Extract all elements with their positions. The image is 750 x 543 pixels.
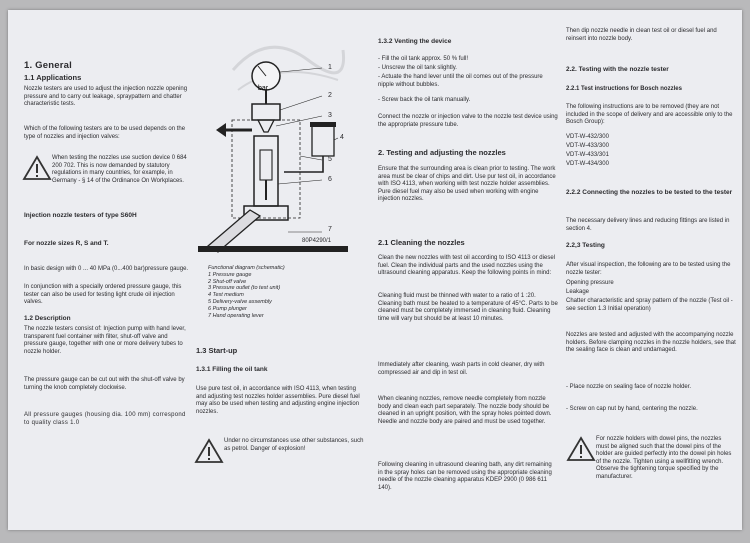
venting-step: - Unscrew the oil tank slightly. — [378, 65, 457, 71]
connect-text: Connect the nozzle or injection valve to the nozzle test device using the appropriate pressure tube. — [378, 114, 558, 128]
caption-item: 5 Delivery-valve assembly — [208, 298, 272, 305]
vdt-item: VDT-W-433/301 — [566, 152, 609, 158]
cleaning-heading: 2.1 Cleaning the nozzles — [378, 238, 465, 247]
vdt-item: VDT-W-434/300 — [566, 161, 609, 167]
dowel-warning — [566, 436, 740, 481]
filling-heading: 1.3.1 Filling the oil tank — [196, 366, 268, 373]
remove-needle-text: When cleaning nozzles, remove needle completely from nozzle body and clean each part separately. The nozzle body should be cleaned in an upright position, with the spray holes pointed down. Needle and nozzle body are paired and must be used together. — [378, 396, 552, 425]
startup-heading: 1.3 Start-up — [196, 346, 238, 355]
caption-item: 3 Pressure outlet (to test unit) — [208, 285, 281, 292]
dip-text: Then dip nozzle needle in clean test oil or diesel fuel and reinsert into nozzle body. — [566, 28, 717, 42]
caption-item: 1 Pressure gauge — [208, 271, 252, 278]
vdt-item: VDT-W-433/300 — [566, 143, 609, 149]
suction-warning — [22, 155, 194, 185]
part-number: 80P4290/1 — [302, 238, 332, 244]
vdt-item: VDT-W-432/300 — [566, 134, 609, 140]
housing-text: All pressure gauges (housing dia. 100 mm) correspond to quality class 1.0 — [24, 412, 186, 426]
column-nozzle-tester — [566, 10, 742, 530]
petrol-warning-text: Under no circumstances use other substances, such as petrol. Danger of explosion! — [224, 438, 364, 452]
screw-cap-text: - Screw on cap nut by hand, centering the nozzle. — [566, 406, 698, 412]
bosch-heading: 2.2.1 Test instructions for Bosch nozzles — [566, 86, 682, 92]
gauge-cutout-text: The pressure gauge can be cut out with the shut-off valve by turning the knob completely clockwise. — [24, 377, 185, 391]
warning-triangle-icon — [194, 438, 224, 464]
test-item: Chatter characteristic and spray pattern of the nozzle (Test oil - see section 1.3 Initial operation) — [566, 298, 733, 312]
filling-text: Use pure test oil, in accordance with ISO 4113, when testing and adjusting test nozzles holder assemblies. Pure diesel fuel may also be used when testing and adjusting engine injection nozzles. — [196, 386, 360, 415]
caption-title: Functional diagram (schematic) — [208, 265, 285, 271]
caption-item: 4 Test medium — [208, 292, 244, 299]
removed-text: The following instructions are to be removed (they are not included in the scope of delivery and are accessible only to the Bosch Group): — [566, 104, 733, 125]
figure-caption — [208, 265, 285, 319]
connecting-heading: 2.2.2 Connecting the nozzles to be tested to the tester — [566, 189, 733, 196]
test-item: Opening pressure — [566, 280, 614, 286]
suction-warning-text: When testing the nozzles use suction device 0 684 200 702. This is now demanded by statutory regulations in many countries, for example, in Germany - § 14 of the Ordinance On Workplaces. — [52, 155, 187, 184]
callout-7: 7 — [328, 226, 332, 233]
functional-diagram — [188, 60, 368, 260]
column-venting — [378, 10, 563, 530]
warning-triangle-icon — [566, 436, 596, 462]
following-text: Following cleaning in ultrasound cleaning bath, any dirt remaining in the spray holes can be removed using the appropriate cleaning needle of the nozzle cleaning apparatus KDEP 2900 (0 986 611 140). — [378, 462, 552, 491]
callout-3: 3 — [328, 112, 332, 119]
gauge-unit-label: bar — [258, 85, 269, 92]
warning-triangle-icon — [22, 155, 52, 181]
dowel-warning-text: For nozzle holders with dowel pins, the nozzles must be aligned such that the dowel pins of the holder are guided perfectly into the dowel pin holes of the nozzle. Tighten using a wellfitting wrench. Observe the tightening torque specified by the manufacturer. — [596, 436, 732, 480]
venting-heading: 1.3.2 Venting the device — [378, 38, 452, 45]
applications-heading: 1.1 Applications — [24, 73, 82, 82]
venting-step: - Screw back the oil tank manually. — [378, 97, 471, 103]
testing223-text: After visual inspection, the following are to be tested using the nozzle tester: — [566, 262, 731, 276]
test-item: Leakage — [566, 289, 590, 295]
connecting-text: The necessary delivery lines and reducing fittings are listed in section 4. — [566, 218, 730, 232]
type-heading: Injection nozzle testers of type S60H — [24, 212, 137, 219]
sizes-heading: For nozzle sizes R, S and T. — [24, 240, 109, 247]
conjunction-text: In conjunction with a specially ordered pressure gauge, this tester can also be used for testing light crude oil injection valves. — [24, 284, 182, 305]
place-nozzle-text: - Place nozzle on sealing face of nozzle holder. — [566, 384, 692, 390]
testing223-heading: 2.2,3 Testing — [566, 242, 605, 249]
callout-5: 5 — [328, 156, 332, 163]
applicable-text: Which of the following testers are to be used depends on the type of nozzles and injection valves: — [24, 126, 186, 140]
cleaning-fluid-text: Cleaning fluid must be thinned with water to a ratio of 1 :20. Cleaning bath must be heated to a temperature of 45°C. Parts to be cleaned must be completely immersed in cleaning fluid. Cleaning time will vary but should be at least 10 minutes. — [378, 293, 558, 322]
basic-design-text: In basic design with 0 ... 40 MPa (0...400 bar)pressure gauge. — [24, 266, 189, 272]
callout-2: 2 — [328, 92, 332, 99]
column-general — [18, 10, 198, 530]
caption-item: 7 Hand operating lever — [208, 312, 264, 319]
testing-heading: 2. Testing and adjusting the nozzles — [378, 148, 506, 157]
nozzle-tester-heading: 2.2. Testing with the nozzle tester — [566, 66, 669, 73]
description-heading: 1.2 Description — [24, 315, 71, 322]
manual-page — [8, 10, 742, 530]
callout-6: 6 — [328, 176, 332, 183]
callout-1: 1 — [328, 64, 332, 71]
callout-4: 4 — [340, 134, 344, 141]
petrol-warning — [194, 438, 370, 464]
column-figure — [188, 10, 374, 530]
venting-step: - Actuate the hand lever until the oil comes out of the pressure nipple without bubbles. — [378, 74, 543, 88]
venting-step: - Fill the oil tank approx. 50 % full! — [378, 56, 469, 62]
caption-item: 2 Shut-off valve — [208, 278, 247, 285]
testing-text: Ensure that the surrounding area is clean prior to testing. The work area must be clear of chips and dirt. Use pur test oil, in accordance with ISO 4113, when working with test nozzle holder assemblies. Pure diesel fuel may also be used when working with engine injection nozzles. — [378, 166, 556, 202]
description-text: The nozzle testers consist of: Injection pump with hand lever, transparent fuel container with filter, shut-off valve and pressure gauge, together with one or more delivery tubes to nozzle holder. — [24, 326, 186, 355]
cleaning-text: Clean the new nozzles with test oil according to ISO 4113 or diesel fuel. Clean the individual parts and the used nozzles using the ultrasound cleaning apparatus. Keep the following points in mind: — [378, 255, 555, 276]
immediately-text: Immediately after cleaning, wash parts in cold cleaner, dry with compressed air and dip in test oil. — [378, 362, 545, 376]
caption-item: 6 Pump plunger — [208, 305, 247, 312]
nozzles-tested-text: Nozzles are tested and adjusted with the accompanying nozzle holders. Before clamping nozzles in the nozzle holders, see that the sealing face is clean and undamaged. — [566, 332, 736, 353]
applications-text: Nozzle testers are used to adjust the injection nozzle opening pressure and to carry out leakage, spraypattern and chatter characteristic tests. — [24, 86, 188, 107]
general-heading: 1. General — [24, 60, 72, 71]
